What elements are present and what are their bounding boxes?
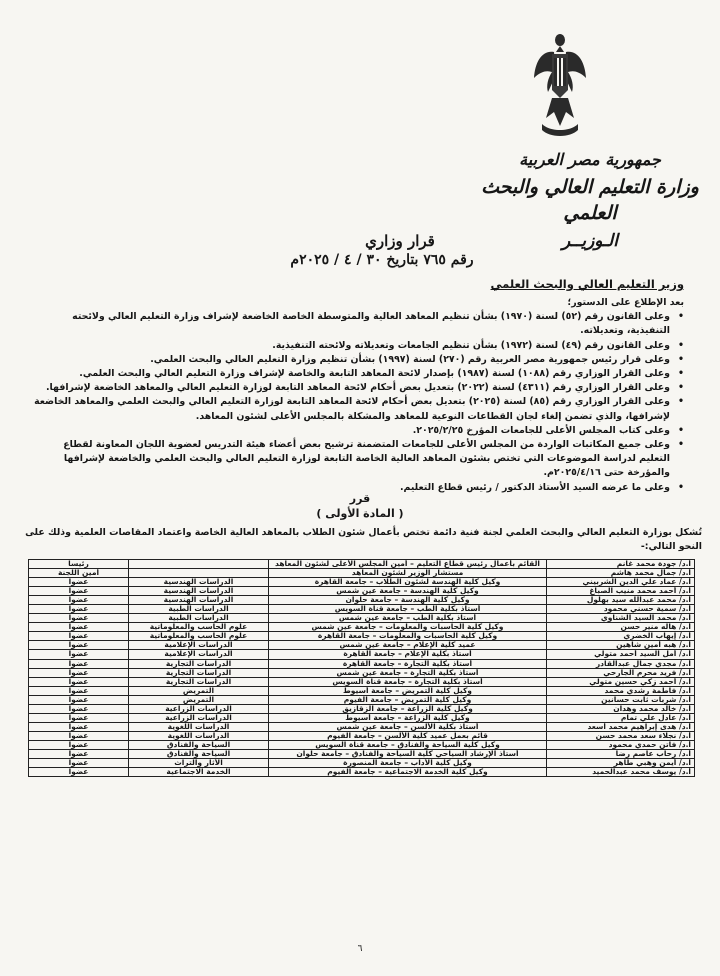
committee-table — [28, 559, 695, 777]
member-sector-cell: الدراسات التجارية — [129, 660, 269, 669]
table-row — [29, 750, 695, 759]
member-name-cell: أ.د/ محمد السيد الشناوي — [547, 614, 695, 623]
member-name-cell: أ.د/ فريد محرم الجارحي — [547, 669, 695, 678]
member-sector-cell: الدراسات الطبية — [129, 605, 269, 614]
member-role-cell: عضواً — [29, 641, 129, 650]
member-position-cell: القائم بأعمال رئيس قطاع التعليم – أمين المجلس الأعلى لشئون المعاهد — [269, 560, 547, 569]
member-position-cell: أستاذ بكلية الألسن – جامعة عين شمس — [269, 723, 547, 732]
member-position-cell: أستاذ بكلية التجارة – جامعة عين شمس — [269, 669, 547, 678]
preamble-intro: بعد الإطلاع على الدستور؛ — [567, 297, 684, 308]
preamble-item: • وعلى ما عرضه السيد الأستاذ الدكتور / رئيس قطاع التعليم. — [34, 481, 684, 495]
member-name-cell: أ.د/ مجدي جمال عبدالقادر — [547, 660, 695, 669]
member-role-cell: عضواً — [29, 759, 129, 768]
member-sector-cell: الدراسات اللغوية — [129, 732, 269, 741]
member-role-cell: عضواً — [29, 660, 129, 669]
member-role-cell: عضواً — [29, 714, 129, 723]
member-name-cell: أ.د/ جودة محمد غانم — [547, 560, 695, 569]
table-row — [29, 650, 695, 659]
table-row — [29, 732, 695, 741]
member-role-cell: عضواً — [29, 605, 129, 614]
member-sector-cell: الدراسات الزراعية — [129, 714, 269, 723]
decree-title: قرار وزاري — [365, 232, 435, 250]
member-name-cell: أ.د/ رحاب عاصم رضا — [547, 750, 695, 759]
member-position-cell: وكيل كلية الهندسة – جامعة حلوان — [269, 596, 547, 605]
member-role-cell: عضواً — [29, 768, 129, 777]
member-position-cell: وكيل كلية الآداب – جامعة المنصورة — [269, 759, 547, 768]
minister-title: الـوزيــر — [562, 231, 618, 251]
preamble-item: • وعلى القرار الوزاري رقم (١٠٨٨) لسنة (١٩٨٧) بإصدار لائحة المعاهد التابعة والخاصة لإشراف وزارة التعليم العالي والبحث العلمي. — [34, 367, 684, 381]
member-position-cell: وكيل كلية التمريض – جامعة أسيوط — [269, 687, 547, 696]
table-row — [29, 759, 695, 768]
member-position-cell: قائم بعمل عميد كلية الألسن – جامعة الفيوم — [269, 732, 547, 741]
member-role-cell: عضواً — [29, 623, 129, 632]
member-name-cell: أ.د/ أحمد محمد منيب الصباغ — [547, 587, 695, 596]
member-sector-cell — [129, 560, 269, 569]
member-sector-cell: الدراسات الطبية — [129, 614, 269, 623]
table-row — [29, 569, 695, 578]
decided-heading: قرر — [349, 492, 371, 505]
article-body: تُشكل بوزارة التعليم العالي والبحث العلمي لجنة فنية دائمة تختص بأعمال شئون الطلاب بالمعاهد العالية الخاصة واعتماد المقاصات العلمية وذلك على النحو التالي:- — [25, 527, 702, 552]
member-role-cell: عضواً — [29, 632, 129, 641]
member-sector-cell: الدراسات الإعلامية — [129, 650, 269, 659]
member-name-cell: أ.د/ عادل علي تمام — [547, 714, 695, 723]
member-sector-cell — [129, 569, 269, 578]
member-role-cell: عضواً — [29, 587, 129, 596]
member-name-cell: أ.د/ هاله منير حسن — [547, 623, 695, 632]
member-role-cell: عضواً — [29, 596, 129, 605]
member-sector-cell: الدراسات الهندسية — [129, 596, 269, 605]
preamble-list — [34, 310, 684, 495]
member-role-cell: عضواً — [29, 669, 129, 678]
preamble-item: • وعلى القرار الوزاري رقم (٨٥) لسنة (٢٠٢٥) بتعديل بعض أحكام لائحة المعاهد التابعة لوزارة التعليم العالي والبحث العلمي والمعاهد الخاضعة لإشرافها، والذي تضمن إلغاء لجان القطاعات النوعية للمعاهد والمشكلة بالمجلس الأعلى لشئون المعاهد. — [34, 395, 684, 423]
member-name-cell: أ.د/ شربات ثابت حسانين — [547, 696, 695, 705]
member-position-cell: أستاذ الإرشاد السياحي كلية السياحة والفنادق – جامعة حلوان — [269, 750, 547, 759]
member-role-cell: عضواً — [29, 687, 129, 696]
member-name-cell: أ.د/ جمال محمد هاشم — [547, 569, 695, 578]
table-row — [29, 705, 695, 714]
table-row — [29, 632, 695, 641]
letterhead — [480, 150, 700, 252]
preamble-item: • وعلى كتاب المجلس الأعلى للجامعات المؤرخ ٢٠٢٥/٢/٢٥. — [34, 424, 684, 438]
member-position-cell: وكيل كلية الهندسة – جامعة عين شمس — [269, 587, 547, 596]
member-role-cell: عضواً — [29, 696, 129, 705]
member-name-cell: أ.د/ أيمن وهبي طاهر — [547, 759, 695, 768]
page-number: ٦ — [357, 944, 363, 954]
member-sector-cell: الدراسات الزراعية — [129, 705, 269, 714]
table-row — [29, 678, 695, 687]
member-sector-cell: الدراسات الهندسية — [129, 587, 269, 596]
member-position-cell: وكيل كلية الزراعة – جامعة أسيوط — [269, 714, 547, 723]
member-name-cell: أ.د/ خالد محمد وهدان — [547, 705, 695, 714]
table-row — [29, 714, 695, 723]
member-position-cell: وكيل كلية الحاسبات والمعلومات – جامعة عين شمس — [269, 623, 547, 632]
member-position-cell: وكيل كلية السياحة والفنادق – جامعة قناة السويس — [269, 741, 547, 750]
member-role-cell: عضواً — [29, 705, 129, 714]
republic-name: جمهورية مصر العربية — [519, 150, 661, 169]
table-row — [29, 687, 695, 696]
member-role-cell: عضواً — [29, 650, 129, 659]
member-name-cell: أ.د/ فاتن حمدي محمود — [547, 741, 695, 750]
table-row — [29, 641, 695, 650]
member-sector-cell: السياحة والفنادق — [129, 750, 269, 759]
table-row — [29, 669, 695, 678]
member-role-cell: عضواً — [29, 750, 129, 759]
table-row — [29, 768, 695, 777]
table-row — [29, 614, 695, 623]
member-role-cell: عضواً — [29, 723, 129, 732]
issuer-title: وزير التعليم العالي والبحث العلمي — [490, 277, 684, 291]
member-sector-cell: الدراسات اللغوية — [129, 723, 269, 732]
table-row — [29, 723, 695, 732]
table-row — [29, 560, 695, 569]
table-row — [29, 596, 695, 605]
member-position-cell: أستاذ بكلية التجارة – جامعة القاهرة — [269, 660, 547, 669]
member-name-cell: أ.د/ محمد عبدالله سيد بهلول — [547, 596, 695, 605]
member-name-cell: أ.د/ سمية حسني محمود — [547, 605, 695, 614]
member-sector-cell: الدراسات التجارية — [129, 678, 269, 687]
member-name-cell: أ.د/ فاطمة رشدي محمد — [547, 687, 695, 696]
member-position-cell: أستاذ بكلية التجارة – جامعة قناة السويس — [269, 678, 547, 687]
table-row — [29, 660, 695, 669]
table-row — [29, 605, 695, 614]
member-name-cell: أ.د/ هدى إبراهيم محمد أسعد — [547, 723, 695, 732]
member-role-cell: عضواً — [29, 678, 129, 687]
member-position-cell: وكيل كلية الهندسة لشئون الطلاب – جامعة القاهرة — [269, 578, 547, 587]
member-sector-cell: الآثار والتراث — [129, 759, 269, 768]
article-heading: ( المادة الأولى ) — [316, 507, 404, 520]
member-name-cell: أ.د/ إيهاب الخضري — [547, 632, 695, 641]
member-position-cell: وكيل كلية الخدمة الاجتماعية – جامعة الفيوم — [269, 768, 547, 777]
member-position-cell: وكيل كلية التمريض – جامعة الفيوم — [269, 696, 547, 705]
preamble — [34, 296, 684, 495]
preamble-item: • وعلى جميع المكاتبات الواردة من المجلس الأعلى للجامعات المتضمنة ترشيح بعض أعضاء هيئة التدريس لعضوية اللجان المعاونة لقطاع التعليم لدراسة الموضوعات التي تختص بشئون المعاهد العالية الخاصة التابعة لوزارة التعليم العالي والبحث العلمي والخاضعة لإشرافها والمؤرخة حتى ٢٠٢٥/٤/١٦م. — [34, 438, 684, 481]
member-position-cell: وكيل كلية الزراعة – جامعة الزقازيق — [269, 705, 547, 714]
member-sector-cell: علوم الحاسب والمعلوماتية — [129, 623, 269, 632]
member-role-cell: عضواً — [29, 732, 129, 741]
member-position-cell: أستاذ بكلية الإعلام – جامعة القاهرة — [269, 650, 547, 659]
member-sector-cell: التمريض — [129, 696, 269, 705]
member-sector-cell: التمريض — [129, 687, 269, 696]
preamble-item: • وعلى القانون رقم (٤٩) لسنة (١٩٧٢) بشأن تنظيم الجامعات وتعديلاته ولائحته التنفيذية. — [34, 339, 684, 353]
member-sector-cell: علوم الحاسب والمعلوماتية — [129, 632, 269, 641]
member-position-cell: عميد كلية الإعلام – جامعة عين شمس — [269, 641, 547, 650]
member-name-cell: أ.د/ يوسف محمد عبدالحميد — [547, 768, 695, 777]
member-name-cell: أ.د/ أحمد زكي حسين متولي — [547, 678, 695, 687]
member-sector-cell: السياحة والفنادق — [129, 741, 269, 750]
preamble-item: • وعلى القانون رقم (٥٢) لسنة (١٩٧٠) بشأن تنظيم المعاهد العالية والمتوسطة الخاصة الخاضعة لإشراف وزارة التعليم العالي ولائحته التنفيذية، وتعديلاته. — [34, 310, 684, 338]
preamble-item: • وعلى القرار الوزاري رقم (٤٣١١) لسنة (٢٠٢٢) بتعديل بعض أحكام لائحة المعاهد التابعة لوزارة التعليم العالي والمعاهد الخاضعة لإشرافها. — [34, 381, 684, 395]
preamble-item: • وعلى قرار رئيس جمهورية مصر العربية رقم (٢٧٠) لسنة (١٩٩٧) بشأن تنظيم وزارة التعليم العالي والبحث العلمي. — [34, 353, 684, 367]
member-role-cell: عضواً — [29, 614, 129, 623]
table-row — [29, 696, 695, 705]
table-row — [29, 587, 695, 596]
member-role-cell: أمين اللجنة — [29, 569, 129, 578]
table-row — [29, 578, 695, 587]
table-row — [29, 741, 695, 750]
member-sector-cell: الدراسات التجارية — [129, 669, 269, 678]
member-role-cell: رئيسا — [29, 560, 129, 569]
member-name-cell: أ.د/ هبه أمين شاهين — [547, 641, 695, 650]
member-name-cell: أ.د/ أمل السيد أحمد متولي — [547, 650, 695, 659]
eagle-emblem-icon — [532, 32, 588, 140]
member-position-cell: مستشار الوزير لشئون المعاهد — [269, 569, 547, 578]
decree-number-date: رقم ٧٦٥ بتاريخ ٣٠ / ٤ / ٢٠٢٥م — [290, 252, 474, 268]
member-sector-cell: الدراسات الإعلامية — [129, 641, 269, 650]
member-sector-cell: الدراسات الهندسية — [129, 578, 269, 587]
member-position-cell: أستاذ بكلية الطب – جامعة عين شمس — [269, 614, 547, 623]
member-role-cell: عضواً — [29, 578, 129, 587]
member-sector-cell: الخدمة الاجتماعية — [129, 768, 269, 777]
table-row — [29, 623, 695, 632]
member-position-cell: أستاذ بكلية الطب – جامعة قناة السويس — [269, 605, 547, 614]
member-name-cell: أ.د/ نجلاء سعد محمد حسن — [547, 732, 695, 741]
member-name-cell: أ.د/ عماد علي الدين الشربيني — [547, 578, 695, 587]
ministry-name: وزارة التعليم العالي والبحث العلمي — [481, 176, 699, 224]
member-position-cell: وكيل كلية الحاسبات والمعلومات – جامعة القاهرة — [269, 632, 547, 641]
member-role-cell: عضواً — [29, 741, 129, 750]
